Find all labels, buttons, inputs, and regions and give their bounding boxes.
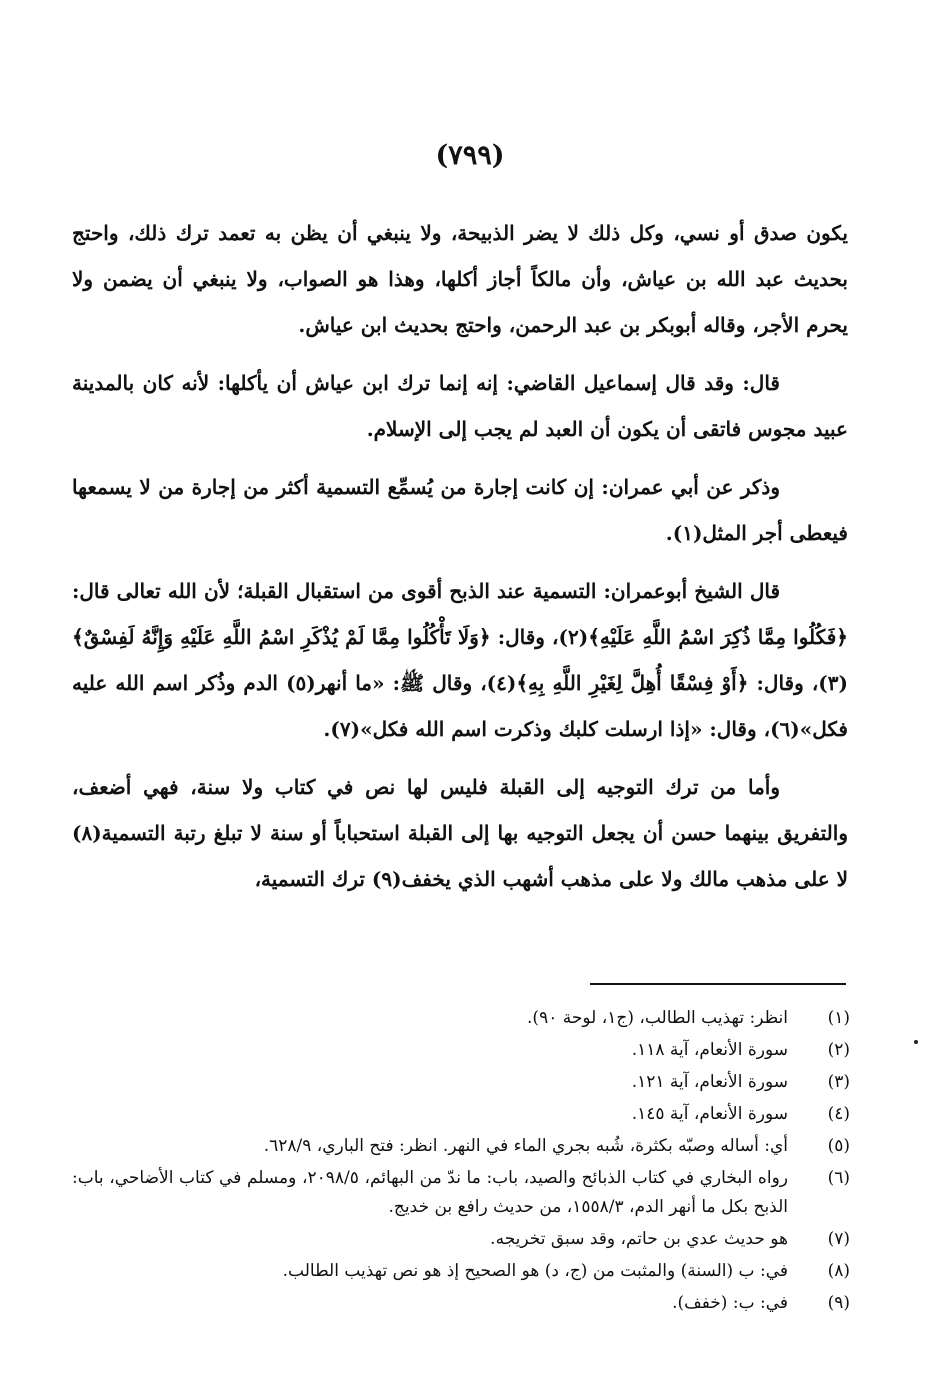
footnote-text: سورة الأنعام، آية ١٢١. xyxy=(631,1072,788,1092)
footnote-number: (٤) xyxy=(827,1104,850,1124)
footnote xyxy=(72,1225,850,1254)
footnote xyxy=(72,1164,850,1222)
footnote-number: (٥) xyxy=(827,1136,850,1156)
scan-speck xyxy=(914,1040,918,1044)
footnote-text: في: ب (السنة) والمثبت من (ج، د) هو الصحيح إذ هو نص تهذيب الطالب. xyxy=(282,1261,788,1281)
footnote-divider xyxy=(590,983,846,985)
footnote-text: رواه البخاري في كتاب الذبائح والصيد، باب: ما ندّ من البهائم، ٢٠٩٨/٥، ومسلم في كتاب الأضاحي، باب: الذبح بكل ما أنهر الدم، ١٥٥٨/٣، من حديث رافع بن خديج. xyxy=(72,1168,788,1217)
footnote xyxy=(72,1036,850,1065)
paragraph: قال: وقد قال إسماعيل القاضي: إنه إنما ترك ابن عياش أن يأكلها: لأنه كان بالمدينة عبيد مجوس فاتقى أن يكون أن العبد لم يجب إلى الإسلام. xyxy=(72,371,848,441)
footnote-text: أي: أساله وصبّه بكثرة، شُبه بجري الماء في النهر. انظر: فتح الباري، ٦٢٨/٩. xyxy=(263,1136,788,1156)
footnote-number: (٦) xyxy=(827,1168,850,1188)
footnote-text: انظر: تهذيب الطالب، (ج١، لوحة ٩٠). xyxy=(527,1008,788,1028)
footnote-number: (١) xyxy=(827,1008,850,1028)
footnote-text: في: ب: (خفف). xyxy=(672,1293,788,1313)
page-number: (٧٩٩) xyxy=(435,140,505,171)
footnote xyxy=(72,1257,850,1286)
body-text xyxy=(72,210,848,914)
paragraph: وأما من ترك التوجيه إلى القبلة فليس لها نص في كتاب ولا سنة، فهي أضعف، والتفريق بينهما حسن أن يجعل التوجيه بها إلى القبلة استحباباً أو سنة لا تبلغ رتبة التسمية(٨) لا على مذهب مالك ولا على مذهب أشهب الذي يخفف(٩) ترك التسمية، xyxy=(72,775,848,891)
footnote xyxy=(72,1068,850,1097)
footnote-text: سورة الأنعام، آية ١٤٥. xyxy=(631,1104,788,1124)
paragraph: قال الشيخ أبوعمران: التسمية عند الذبح أقوى من استقبال القبلة؛ لأن الله تعالى قال: ﴿فَكُلُوا مِمَّا ذُكِرَ اسْمُ اللَّهِ عَلَيْهِ﴾(٢)، وقال: ﴿وَلَا تَأْكُلُوا مِمَّا لَمْ يُذْكَرِ اسْمُ اللَّهِ عَلَيْهِ وَإِنَّهُ لَفِسْقٌ﴾(٣)، وقال: ﴿أَوْ فِسْقًا أُهِلَّ لِغَيْرِ اللَّهِ بِهِ﴾(٤)، وقال ﷺ: «ما أنهر(٥) الدم وذُكر اسم الله عليه فكل»(٦)، وقال: «إذا ارسلت كلبك وذكرت اسم الله فكل»(٧). xyxy=(72,579,849,741)
paragraph: وذكر عن أبي عمران: إن كانت إجارة من يُسمِّع التسمية أكثر من إجارة من لا يسمعها فيعطى أجر المثل(١). xyxy=(72,475,848,545)
footnote xyxy=(72,1100,850,1129)
footnote xyxy=(72,1132,850,1161)
footnote-number: (٧) xyxy=(827,1229,850,1249)
footnote-number: (٢) xyxy=(827,1040,850,1060)
footnote-number: (٩) xyxy=(827,1293,850,1313)
footnote-text: سورة الأنعام، آية ١١٨. xyxy=(631,1040,788,1060)
paragraph: يكون صدق أو نسي، وكل ذلك لا يضر الذبيحة، ولا ينبغي أن يظن به تعمد ترك ذلك، واحتج بحديث عبد الله بن عياش، وأن مالكاً أجاز أكلها، وهذا هو الصواب، ولا ينبغي أن يضمن ولا يحرم الأجر، وقاله أبوبكر بن عبد الرحمن، واحتج بحديث ابن عياش. xyxy=(72,221,849,337)
footnote xyxy=(72,1289,850,1318)
footnote-number: (٣) xyxy=(827,1072,850,1092)
footnote xyxy=(72,1004,850,1033)
footnote-text: هو حديث عدي بن حاتم، وقد سبق تخريجه. xyxy=(490,1229,788,1249)
footnote-number: (٨) xyxy=(827,1261,850,1281)
footnotes xyxy=(72,1004,850,1321)
